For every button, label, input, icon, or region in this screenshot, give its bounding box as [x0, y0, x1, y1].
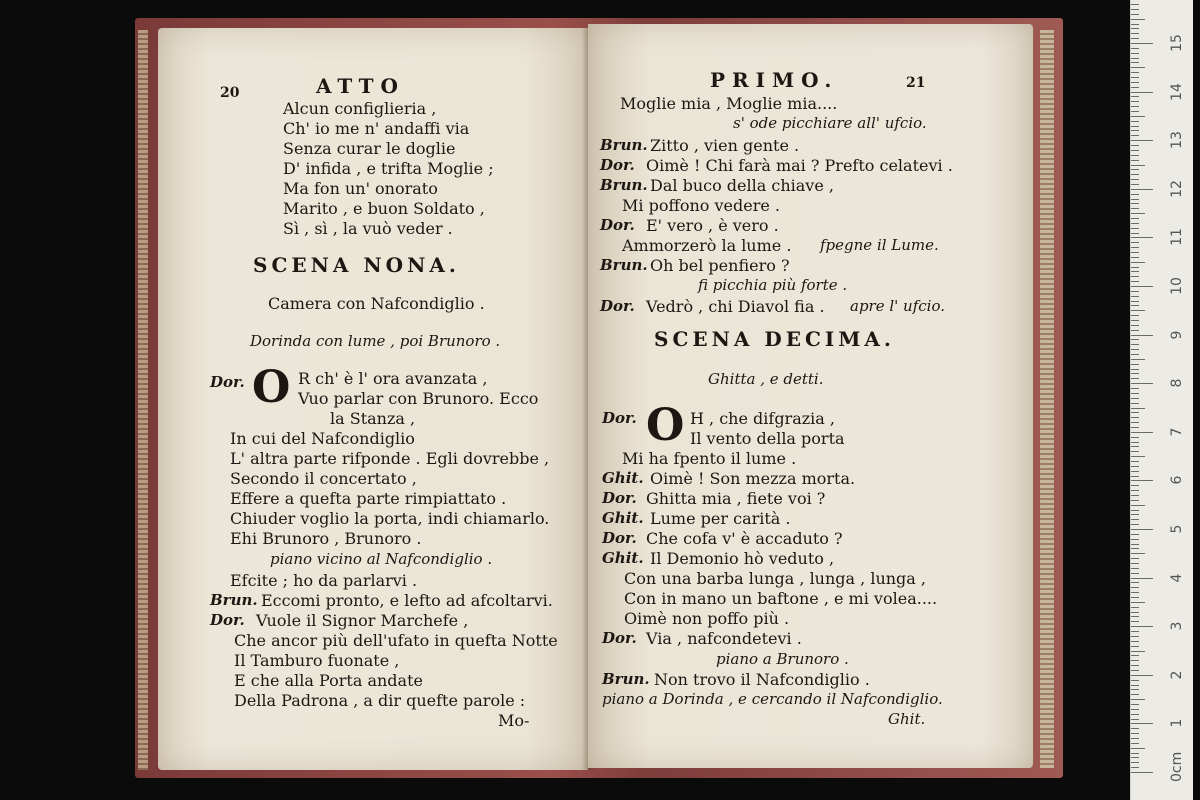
dialogue-line: E' vero , è vero . [646, 216, 779, 235]
ruler-tick [1131, 320, 1139, 321]
ruler-tick [1131, 670, 1139, 671]
ruler-tick [1131, 291, 1139, 292]
ruler-tick [1131, 349, 1139, 350]
dialogue-line: Ghitta mia , fiete voi ? [646, 489, 826, 508]
ruler-tick [1131, 689, 1139, 690]
speaker: Dor. [602, 409, 637, 427]
ruler-tick [1131, 660, 1139, 661]
ruler-tick [1131, 592, 1139, 593]
ruler-tick [1131, 14, 1139, 15]
ruler-tick [1131, 456, 1145, 457]
ruler-label: 14 [1169, 82, 1185, 101]
ruler-tick [1131, 262, 1145, 263]
ruler-tick [1131, 544, 1139, 545]
ruler-tick [1131, 189, 1153, 190]
ruler-tick [1131, 281, 1139, 282]
ruler-tick [1131, 743, 1139, 744]
ruler-tick [1131, 9, 1139, 10]
speaker: Dor. [210, 373, 245, 391]
stage-direction: s' ode picchiare all' ufcio. [733, 114, 927, 132]
ruler-tick [1131, 461, 1139, 462]
stage-direction: fi picchia più forte . [698, 276, 848, 294]
ruler-tick [1131, 359, 1145, 360]
ruler-tick [1131, 383, 1153, 384]
ruler-tick [1131, 480, 1153, 481]
ruler-tick [1131, 116, 1145, 117]
dialogue-line: Moglie mia , Moglie mia.... [620, 94, 838, 113]
ruler-tick [1131, 757, 1139, 758]
ruler-tick [1131, 694, 1139, 695]
ruler-tick [1131, 607, 1139, 608]
ruler-tick [1131, 427, 1139, 428]
verse-line: Alcun configlieria , [283, 99, 437, 118]
speaker: Brun. [600, 136, 648, 154]
dialogue-line: Il vento della porta [690, 429, 845, 448]
ruler-tick [1131, 641, 1139, 642]
ruler-tick [1131, 514, 1139, 515]
speaker: Brun. [210, 591, 258, 609]
ruler-tick [1131, 437, 1139, 438]
verse-line: Sì , sì , la vuò veder . [283, 219, 453, 238]
dialogue-line: Oimè non poffo più . [624, 609, 790, 628]
ruler-tick [1131, 373, 1139, 374]
speaker: Dor. [602, 489, 637, 507]
dialogue-line: E che alla Porta andate [234, 671, 423, 690]
dialogue-line: Chiuder voglio la porta, indi chiamarlo. [230, 509, 550, 528]
dialogue-line: Con in mano un baftone , e mi volea.... [624, 589, 938, 608]
ruler-label: 3 [1169, 621, 1185, 631]
stage-direction: piano a Dorinda , e cercando il Nafcondiglio. [602, 690, 943, 708]
ruler-tick [1131, 417, 1139, 418]
ruler-tick [1131, 223, 1139, 224]
ruler-tick [1131, 101, 1139, 102]
ruler-tick [1131, 728, 1139, 729]
ruler-tick [1131, 772, 1153, 773]
verse-line: Marito , e buon Soldato , [283, 199, 485, 218]
ruler-tick [1131, 446, 1139, 447]
ruler-tick [1131, 369, 1139, 370]
dialogue-line: Efcite ; ho da parlarvi . [230, 571, 418, 590]
ruler-tick [1131, 403, 1139, 404]
dialogue-line: Secondo il concertato , [230, 469, 417, 488]
scene-title: SCENA DECIMA. [654, 327, 895, 351]
dialogue-line: Lume per carità . [650, 509, 791, 528]
ruler-tick [1131, 651, 1145, 652]
ruler-tick [1131, 495, 1139, 496]
ruler-label: 2 [1169, 670, 1185, 680]
ruler-tick [1131, 738, 1139, 739]
ruler-tick [1131, 305, 1139, 306]
dialogue-line: Con una barba lunga , lunga , lunga , [624, 569, 927, 588]
ruler-tick [1131, 77, 1139, 78]
ruler-tick [1131, 33, 1139, 34]
ruler-label: 10 [1169, 277, 1185, 295]
ruler-tick [1131, 699, 1145, 700]
ruler-tick [1131, 160, 1139, 161]
ruler-tick [1131, 524, 1139, 525]
ruler-tick [1131, 286, 1153, 287]
ruler-tick [1131, 111, 1139, 112]
ruler-tick [1131, 364, 1139, 365]
ruler-tick [1131, 228, 1139, 229]
ruler-tick [1131, 38, 1139, 39]
speaker: Brun. [600, 256, 648, 274]
ruler-tick [1131, 62, 1139, 63]
speaker: Dor. [210, 611, 245, 629]
ruler-tick [1131, 393, 1139, 394]
running-head: ATTO [316, 74, 405, 98]
ruler-tick [1131, 704, 1139, 705]
ruler-tick [1131, 719, 1139, 720]
dialogue-line: In cui del Nafcondiglio [230, 429, 415, 448]
dialogue-line: R ch' è l' ora avanzata , [298, 369, 488, 388]
scene-setting: Camera con Nafcondiglio . [268, 294, 485, 313]
ruler-tick [1131, 675, 1153, 676]
ruler-tick [1131, 43, 1153, 44]
ruler-tick [1131, 723, 1153, 724]
ruler-tick [1131, 310, 1145, 311]
ruler-tick [1131, 471, 1139, 472]
ruler-tick [1131, 19, 1145, 20]
ruler-tick [1131, 28, 1139, 29]
dialogue-line: Della Padrona , a dir quefte parole : [234, 691, 526, 710]
ruler-tick [1131, 714, 1139, 715]
speaker: Brun. [602, 670, 650, 688]
dialogue-line: L' altra parte rifponde . Egli dovrebbe , [230, 449, 550, 468]
ruler-tick [1131, 685, 1139, 686]
ruler-label: 1 [1169, 718, 1185, 728]
ruler-tick [1131, 315, 1139, 316]
ruler-tick [1131, 563, 1139, 564]
page-number: 21 [906, 75, 926, 91]
page-edges-right [1040, 30, 1054, 768]
ruler-tick [1131, 208, 1139, 209]
verse-line: Senza curar le doglie [283, 139, 456, 158]
ruler-tick [1131, 612, 1139, 613]
ruler-tick [1131, 53, 1139, 54]
ruler-tick [1131, 126, 1139, 127]
ruler-label: 13 [1169, 131, 1185, 150]
catchword: Ghit. [888, 710, 926, 728]
ruler-tick [1131, 558, 1139, 559]
ruler-label: 12 [1169, 179, 1185, 198]
ruler-tick [1131, 344, 1139, 345]
drop-cap: O [646, 400, 685, 451]
verse-line: Ch' io me n' andaffi via [283, 119, 470, 138]
stage-direction: fpegne il Lume. [820, 236, 939, 254]
ruler-tick [1131, 510, 1139, 511]
dialogue-line: Effere a quefta parte rimpiattato . [230, 489, 507, 508]
dialogue-line: la Stanza , [330, 409, 416, 428]
ruler-tick [1131, 233, 1139, 234]
ruler-tick [1131, 485, 1139, 486]
ruler-tick [1131, 247, 1139, 248]
stage-direction: piano vicino al Nafcondiglio . [270, 550, 493, 568]
ruler-tick [1131, 709, 1139, 710]
ruler-label: 9 [1169, 330, 1185, 340]
right-page [588, 24, 1033, 768]
dialogue-line: Via , nafcondetevi . [646, 629, 802, 648]
ruler-tick [1131, 354, 1139, 355]
speaker: Dor. [600, 297, 635, 315]
ruler-tick [1131, 184, 1139, 185]
ruler-tick [1131, 92, 1153, 93]
ruler-tick [1131, 301, 1139, 302]
ruler-tick [1131, 519, 1139, 520]
scene-characters: Ghitta , e detti. [708, 370, 824, 388]
ruler-tick [1131, 767, 1139, 768]
ruler-tick [1131, 130, 1139, 131]
ruler-tick [1131, 194, 1139, 195]
ruler-tick [1131, 505, 1145, 506]
dialogue-line: Che cofa v' è accaduto ? [646, 529, 843, 548]
ruler-tick [1131, 408, 1145, 409]
ruler-tick [1131, 587, 1139, 588]
ruler-label: 7 [1169, 427, 1185, 437]
ruler-tick [1131, 539, 1139, 540]
ruler-tick [1131, 174, 1139, 175]
ruler-tick [1131, 398, 1139, 399]
ruler-label: 8 [1169, 378, 1185, 388]
ruler-tick [1131, 106, 1139, 107]
dialogue-line: Mi poffono vedere . [622, 196, 780, 215]
ruler-tick [1131, 48, 1139, 49]
speaker: Dor. [602, 529, 637, 547]
ruler-tick [1131, 242, 1139, 243]
ruler-tick [1131, 24, 1139, 25]
ruler-tick [1131, 646, 1139, 647]
ruler-tick [1131, 534, 1139, 535]
ruler-tick [1131, 573, 1139, 574]
dialogue-line: Mi ha fpento il lume . [622, 449, 797, 468]
stage-direction: piano a Brunoro . [716, 650, 849, 668]
ruler-tick [1131, 267, 1139, 268]
ruler-tick [1131, 276, 1139, 277]
ruler-label: 4 [1169, 573, 1185, 583]
scene-title: SCENA NONA. [253, 253, 460, 277]
dialogue-line: Zitto , vien gente . [650, 136, 800, 155]
dialogue-line: Ehi Brunoro , Brunoro . [230, 529, 422, 548]
dialogue-line: Oh bel penfiero ? [650, 256, 790, 275]
speaker: Dor. [600, 216, 635, 234]
ruler-tick [1131, 339, 1139, 340]
ruler-tick [1131, 96, 1139, 97]
ruler-tick [1131, 665, 1139, 666]
dialogue-line: Oimè ! Son mezza morta. [650, 469, 856, 488]
ruler-tick [1131, 252, 1139, 253]
dialogue-line: Vuo parlar con Brunoro. Ecco [298, 389, 539, 408]
dialogue-line: Oimè ! Chi farà mai ? Prefto celatevi . [646, 156, 953, 175]
ruler-tick [1131, 529, 1153, 530]
ruler-tick [1131, 330, 1139, 331]
ruler-tick [1131, 762, 1139, 763]
ruler-tick [1131, 655, 1139, 656]
ruler-tick [1131, 335, 1153, 336]
ruler-tick [1131, 213, 1145, 214]
ruler-tick [1131, 451, 1139, 452]
ruler-tick [1131, 150, 1139, 151]
ruler-tick [1131, 616, 1139, 617]
dialogue-line: Non trovo il Nafcondiglio . [654, 670, 870, 689]
ruler-tick [1131, 378, 1139, 379]
ruler-tick [1131, 500, 1139, 501]
ruler-tick [1131, 553, 1145, 554]
dialogue-line: Dal buco della chiave , [650, 176, 834, 195]
dialogue-line: Che ancor più dell'ufato in quefta Notte [234, 631, 558, 650]
ruler-label: 0cm [1169, 751, 1185, 782]
ruler-tick [1131, 568, 1139, 569]
ruler-tick [1131, 169, 1139, 170]
ruler-label: 15 [1169, 34, 1185, 52]
dialogue-line: Ammorzerò la lume . [622, 236, 792, 255]
dialogue-line: Eccomi pronto, e lefto ad afcoltarvi. [261, 591, 553, 610]
ruler-tick [1131, 87, 1139, 88]
running-head: PRIMO. [710, 68, 839, 92]
speaker: Dor. [602, 629, 637, 647]
ruler-tick [1131, 67, 1145, 68]
ruler-tick [1131, 325, 1139, 326]
ruler-tick [1131, 165, 1145, 166]
ruler-tick [1131, 121, 1139, 122]
speaker: Dor. [600, 156, 635, 174]
ruler-tick [1131, 203, 1139, 204]
ruler-tick [1131, 432, 1153, 433]
speaker: Ghit. [602, 469, 644, 487]
verse-line: D' infida , e trifta Moglie ; [283, 159, 494, 178]
left-page [158, 28, 588, 770]
verse-line: Ma fon un' onorato [283, 179, 438, 198]
ruler-tick [1131, 199, 1139, 200]
ruler-tick [1131, 476, 1139, 477]
ruler-tick [1131, 578, 1153, 579]
catchword: Mo- [498, 711, 530, 730]
dialogue-line: Il Demonio hò veduto , [650, 549, 835, 568]
ruler-tick [1131, 82, 1139, 83]
ruler-tick [1131, 155, 1139, 156]
ruler-tick [1131, 626, 1153, 627]
ruler-tick [1131, 140, 1153, 141]
ruler-tick [1131, 548, 1139, 549]
ruler-tick [1131, 621, 1139, 622]
ruler-tick [1131, 412, 1139, 413]
measurement-ruler [1130, 0, 1193, 800]
stage-direction: apre l' ufcio. [850, 297, 945, 315]
dialogue-line: Vuole il Signor Marchefe , [256, 611, 469, 630]
page-edges-left [138, 30, 148, 770]
ruler-tick [1131, 631, 1139, 632]
ruler-tick [1131, 582, 1139, 583]
ruler-label: 11 [1169, 228, 1185, 247]
ruler-tick [1131, 218, 1139, 219]
ruler-tick [1131, 388, 1139, 389]
speaker: Brun. [600, 176, 648, 194]
ruler-tick [1131, 466, 1139, 467]
ruler-tick [1131, 135, 1139, 136]
ruler-tick [1131, 490, 1139, 491]
ruler-tick [1131, 271, 1139, 272]
ruler-tick [1131, 296, 1139, 297]
ruler-tick [1131, 58, 1139, 59]
ruler-tick [1131, 597, 1139, 598]
ruler-tick [1131, 748, 1145, 749]
ruler-tick [1131, 636, 1139, 637]
page-number: 20 [220, 85, 240, 101]
ruler-tick [1131, 4, 1139, 5]
ruler-tick [1131, 72, 1139, 73]
ruler-label: 6 [1169, 475, 1185, 485]
ruler-tick [1131, 257, 1139, 258]
drop-cap: O [252, 362, 291, 413]
dialogue-line: Vedrò , chi Diavol fia . [646, 297, 825, 316]
ruler-tick [1131, 602, 1145, 603]
dialogue-line: Il Tamburo fuonate , [234, 651, 400, 670]
speaker: Ghit. [602, 549, 644, 567]
speaker: Ghit. [602, 509, 644, 527]
scene-characters: Dorinda con lume , poi Brunoro . [250, 332, 501, 350]
ruler-tick [1131, 422, 1139, 423]
ruler-label: 5 [1169, 524, 1185, 534]
ruler-tick [1131, 733, 1139, 734]
dialogue-line: H , che difgrazia , [690, 409, 835, 428]
ruler-tick [1131, 680, 1139, 681]
ruler-tick [1131, 237, 1153, 238]
ruler-tick [1131, 753, 1139, 754]
ruler-tick [1131, 179, 1139, 180]
ruler-tick [1131, 145, 1139, 146]
ruler-tick [1131, 442, 1139, 443]
